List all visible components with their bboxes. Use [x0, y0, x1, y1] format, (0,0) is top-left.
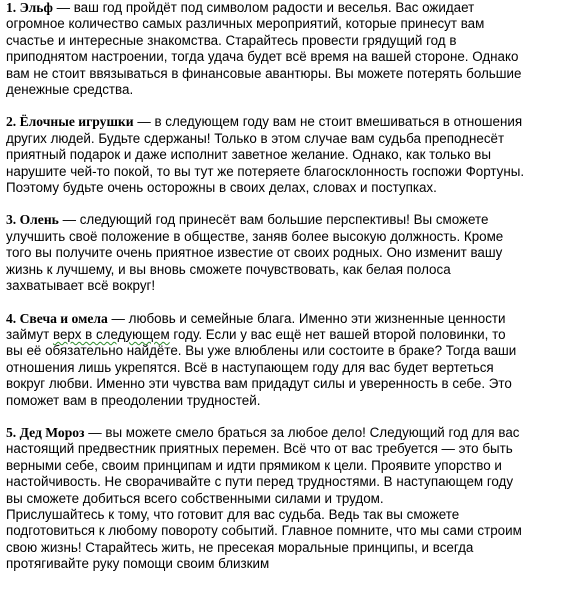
paragraph-line	[6, 114, 564, 130]
paragraph-deer	[6, 212, 564, 294]
paragraph-line: нарушите чей-то покой, то вы тут же потеряете благосклонность госпожи Фортуны.	[6, 163, 525, 179]
paragraph-line: денежные средства.	[6, 82, 134, 98]
paragraph-line: счастье и интересные знакомства. Старайтесь провести грядущий год в	[6, 32, 457, 48]
paragraph-line: вам не стоит ввязываться в финансовые авантюры. Вы можете потерять большие	[6, 65, 522, 81]
paragraph-heading: 3. Олень	[6, 212, 59, 228]
paragraph-line	[6, 311, 564, 327]
paragraph-santa	[6, 425, 564, 573]
paragraph-line: настойчивость. Не сворачивайте с пути перед трудностями. В наступающем году	[6, 474, 514, 490]
paragraph-line: приятный подарок и даже исполнит заветное желание. Однако, как только вы	[6, 147, 491, 163]
paragraph-line: вы сможете добиться всего собственными силами и трудом.	[6, 490, 384, 506]
paragraph-heading: 4. Свеча и омела	[6, 310, 108, 326]
paragraph-text: — следующий год принесёт вам большие перспективы! Вы сможете	[58, 212, 489, 228]
paragraph-ornaments	[6, 114, 564, 196]
paragraph-line: Поэтому будьте очень осторожны в своих делах, словах и поступках.	[6, 180, 437, 196]
paragraph-line: верными себе, своим принципам и идти прямиком к цели. Проявите упорство и	[6, 457, 502, 473]
paragraph-line: того вы получите очень приятное известие от своих родных. Оно изменит вашу	[6, 245, 503, 261]
paragraph-line: жизнь к лучшему, и вы вновь сможете почувствовать, как белая полоса	[6, 261, 451, 277]
paragraph-heading: 1. Эльф	[6, 0, 53, 15]
paragraph-line: других людей. Будьте сдержаны! Только в этом случае вам судьба преподнесёт	[6, 130, 505, 146]
paragraph-line	[6, 425, 564, 441]
document-body	[6, 0, 564, 589]
paragraph-line: вы её обязательно найдёте. Вы уже влюблены или состоите в браке? Тогда ваши	[6, 343, 517, 359]
paragraph-line-spellcheck: займут верх в следующем году. Если у вас ещё нет вашей второй половинки, то	[6, 326, 506, 342]
paragraph-line: вокруг любви. Именно эти чувства вам придадут силы и уверенность в себе. Это	[6, 376, 512, 392]
paragraph-line: приподнятом настроении, тогда удача будет всё время на вашей стороне. Однако	[6, 49, 519, 65]
spellcheck-underline: верх в следующем	[52, 326, 170, 342]
paragraph-text: — вы можете смело браться за любое дело! Следующий год для вас	[84, 424, 520, 440]
paragraph-candle	[6, 311, 564, 409]
paragraph-line: улучшить своё положение в обществе, заняв более высокую должность. Кроме	[6, 228, 504, 244]
paragraph-line: Прислушайтесь к тому, что готовит для вас судьба. Ведь так вы сможете	[6, 506, 460, 522]
paragraph-line: настоящий предвестник приятных перемен. Всё что от вас требуется — это быть	[6, 441, 513, 457]
paragraph-heading: 2. Ёлочные игрушки	[6, 114, 134, 130]
paragraph-text: — в следующем году вам не стоит вмешиваться в отношения	[133, 114, 523, 130]
paragraph-line: протягивайте руку помощи своим близким	[6, 556, 270, 572]
paragraph-line: отношения лишь укрепятся. Всё в наступающем году для вас будет вертеться	[6, 359, 494, 375]
paragraph-line: огромное количество самых различных мероприятий, которые принесут вам	[6, 16, 485, 32]
paragraph-heading: 5. Дед Мороз	[6, 424, 85, 440]
paragraph-text: — любовь и семейные блага. Именно эти жизненные ценности	[107, 310, 506, 326]
paragraph-line: захватывает всё вокруг!	[6, 278, 156, 294]
paragraph-line: свою жизнь! Старайтесь жить, не пресекая моральные принципы, и всегда	[6, 539, 474, 555]
paragraph-line	[6, 0, 564, 16]
paragraph-elf	[6, 0, 564, 98]
paragraph-text: — ваш год пройдёт под символом радости и веселья. Вас ожидает	[52, 0, 475, 15]
paragraph-line	[6, 212, 564, 228]
paragraph-line: подготовиться к любому повороту событий. Главное помните, что мы сами строим	[6, 523, 522, 539]
paragraph-line: поможет вам в преодолении трудностей.	[6, 392, 261, 408]
